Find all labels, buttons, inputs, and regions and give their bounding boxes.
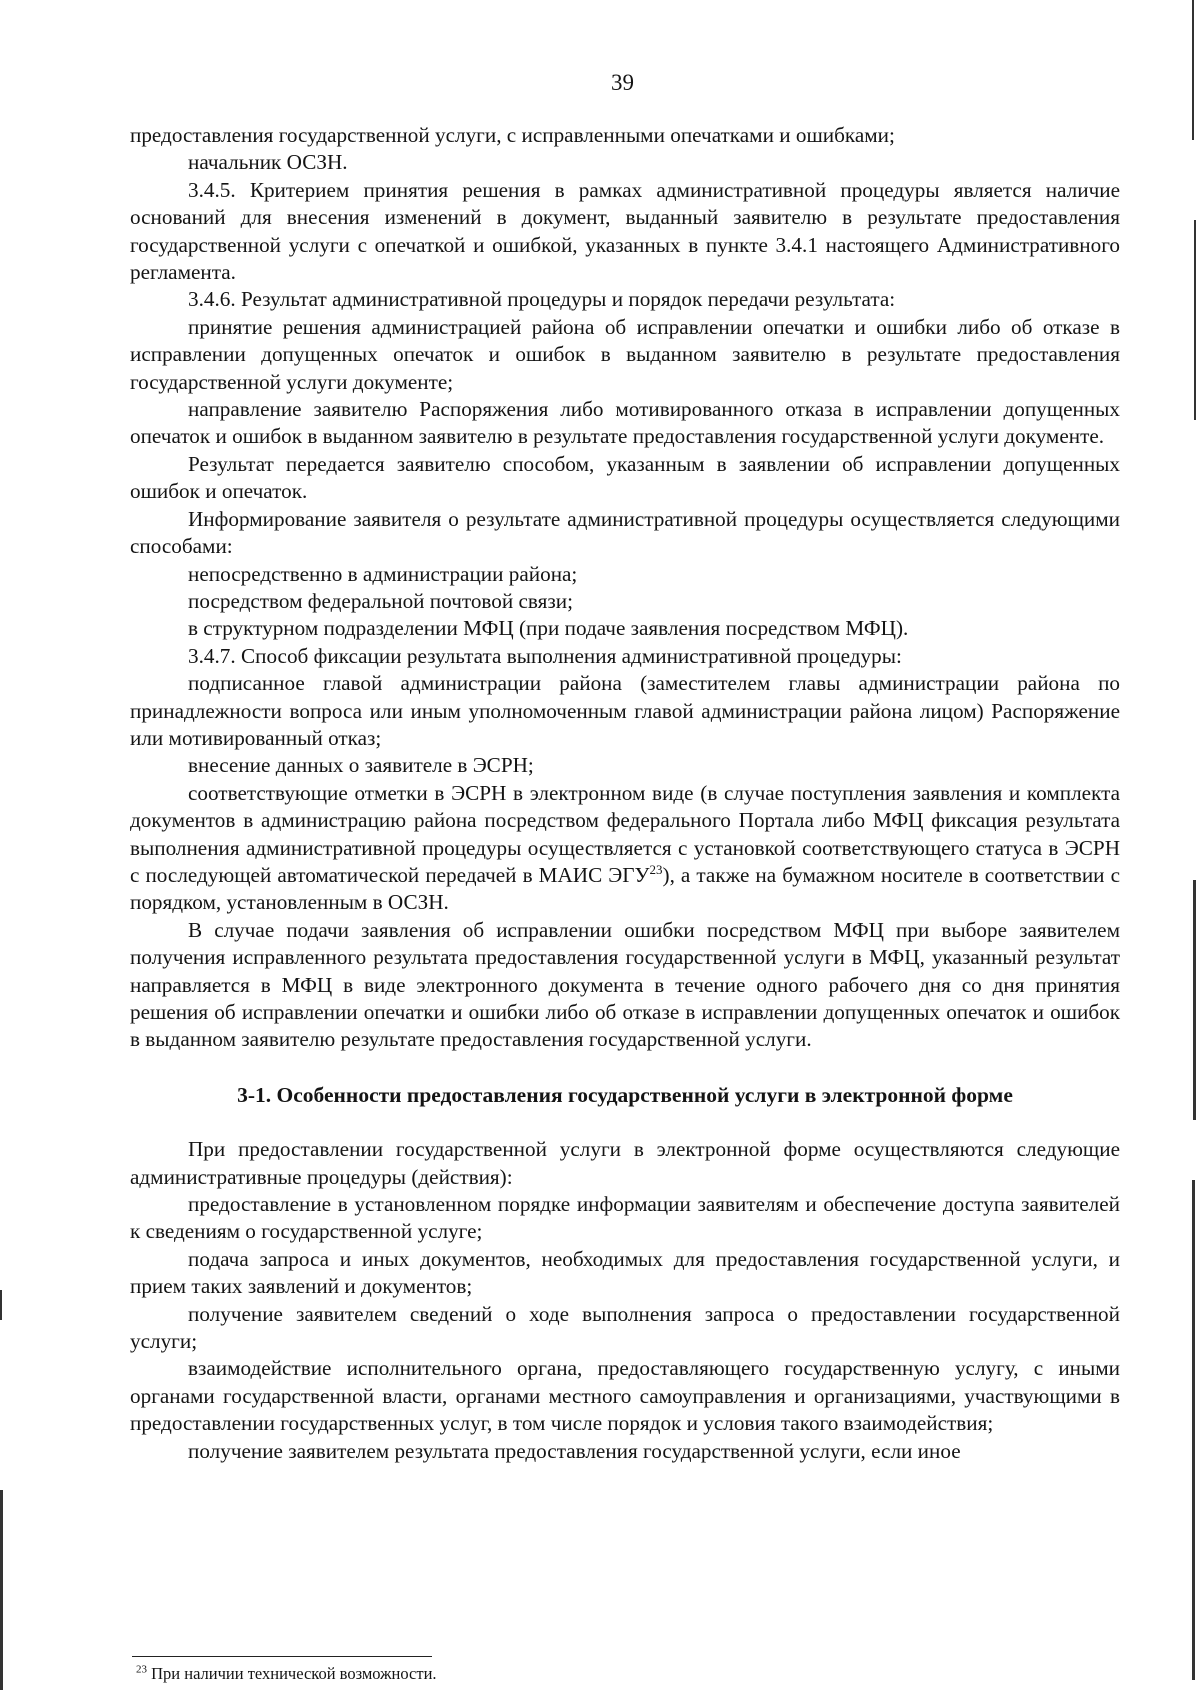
paragraph: 3.4.6. Результат административной процедуры и порядок передачи результата:: [188, 287, 896, 312]
paragraph: посредством федеральной почтовой связи;: [188, 588, 573, 613]
paragraph: внесение данных о заявителе в ЭСРН;: [188, 753, 534, 778]
footnote-reference: 23: [649, 861, 663, 877]
paragraph: непосредственно в администрации района;: [188, 561, 578, 586]
scan-edge-mark: [0, 1490, 3, 1690]
paragraph-text: ), а также на бумажном носителе в соответствии с порядком, установленным в ОСЗН.: [130, 862, 1120, 915]
section-paragraph: получение заявителем результата предоставления государственной услуги, если иное: [188, 1438, 961, 1463]
scan-edge-mark: [1192, 0, 1194, 140]
section-paragraph: взаимодействие исполнительного органа, предоставляющего государственную услугу, с иными органами государственной власти, органами местного самоуправления и организациями, участвующими в предоставлении государственных услуг, в том числе порядок и условия такого взаимодействия;: [130, 1356, 1120, 1436]
footnote-separator: [132, 1656, 432, 1657]
paragraph: Информирование заявителя о результате административной процедуры осуществляется следующими способами:: [130, 506, 1120, 559]
page-number: 39: [611, 70, 634, 95]
footnote-text: При наличии технической возможности.: [147, 1664, 437, 1683]
scan-edge-mark: [0, 1290, 2, 1320]
paragraph: в структурном подразделении МФЦ (при подаче заявления посредством МФЦ).: [188, 616, 909, 641]
section-heading: 3-1. Особенности предоставления государственной услуги в электронной форме: [237, 1082, 1013, 1107]
paragraph: начальник ОСЗН.: [188, 150, 348, 175]
footnote: [136, 1664, 437, 1684]
document-body: [130, 122, 1120, 1465]
scan-edge-mark: [1192, 1180, 1195, 1680]
paragraph: предоставления государственной услуги, с исправленными опечатками и ошибками;: [130, 123, 895, 147]
paragraph: 3.4.5. Критерием принятия решения в рамках административной процедуры является наличие оснований для внесения изменений в документ, выданный заявителю в результате предоставления государственной услуги с опечаткой и ошибкой, указанных в пункте 3.4.1 настоящего Административного регламента.: [130, 177, 1120, 285]
paragraph: В случае подачи заявления об исправлении ошибки посредством МФЦ при выборе заявителем получения исправленного результата предоставления государственной услуги в МФЦ, указанный результат направляется в МФЦ в виде электронного документа в течение одного рабочего дня со дня принятия решения об исправлении опечатки и ошибки либо об отказе в исправлении допущенных опечаток и ошибок в выданном заявителю результате предоставления государственной услуги.: [130, 917, 1120, 1052]
scan-edge-mark: [1193, 880, 1196, 1120]
section-paragraph: получение заявителем сведений о ходе выполнения запроса о предоставлении государственной услуги;: [130, 1301, 1120, 1354]
paragraph-with-footnote-ref: [130, 780, 1120, 917]
section-paragraph: При предоставлении государственной услуги в электронной форме осуществляются следующие административные процедуры (действия):: [130, 1137, 1120, 1189]
paragraph-text: соответствующие отметки в ЭСРН в электронном виде (в случае поступления заявления и комплекта документов в администрацию района посредством федерального Портала либо МФЦ фиксация результата выполнения административной процедуры осуществляется с установкой соответствующего статуса в ЭСРН с последующей автоматической передачей в МАИС ЭГУ: [130, 780, 1120, 887]
footnote-marker: 23: [136, 1663, 147, 1676]
section-paragraph: подача запроса и иных документов, необходимых для предоставления государственной услуги, и прием таких заявлений и документов;: [130, 1246, 1120, 1299]
scan-edge-mark: [1194, 220, 1196, 420]
paragraph: 3.4.7. Способ фиксации результата выполнения административной процедуры:: [188, 643, 902, 668]
paragraph: принятие решения администрацией района об исправлении опечатки и ошибки либо об отказе в исправлении допущенных опечаток и ошибок в выданном заявителю в результате предоставления государственной услуги документе;: [130, 314, 1120, 394]
section-paragraph: предоставление в установленном порядке информации заявителям и обеспечение доступа заявителей к сведениям о государственной услуге;: [130, 1192, 1120, 1244]
paragraph: Результат передается заявителю способом, указанным в заявлении об исправлении допущенных ошибок и опечаток.: [130, 451, 1120, 504]
paragraph: подписанное главой администрации района (заместителем главы администрации района по принадлежности вопроса или иным уполномоченным главой администрации района лицом) Распоряжение или мотивированный отказ;: [130, 671, 1120, 750]
paragraph: направление заявителю Распоряжения либо мотивированного отказа в исправлении допущенных опечаток и ошибок в выданном заявителю в результате предоставления государственной услуги документе.: [130, 397, 1120, 449]
